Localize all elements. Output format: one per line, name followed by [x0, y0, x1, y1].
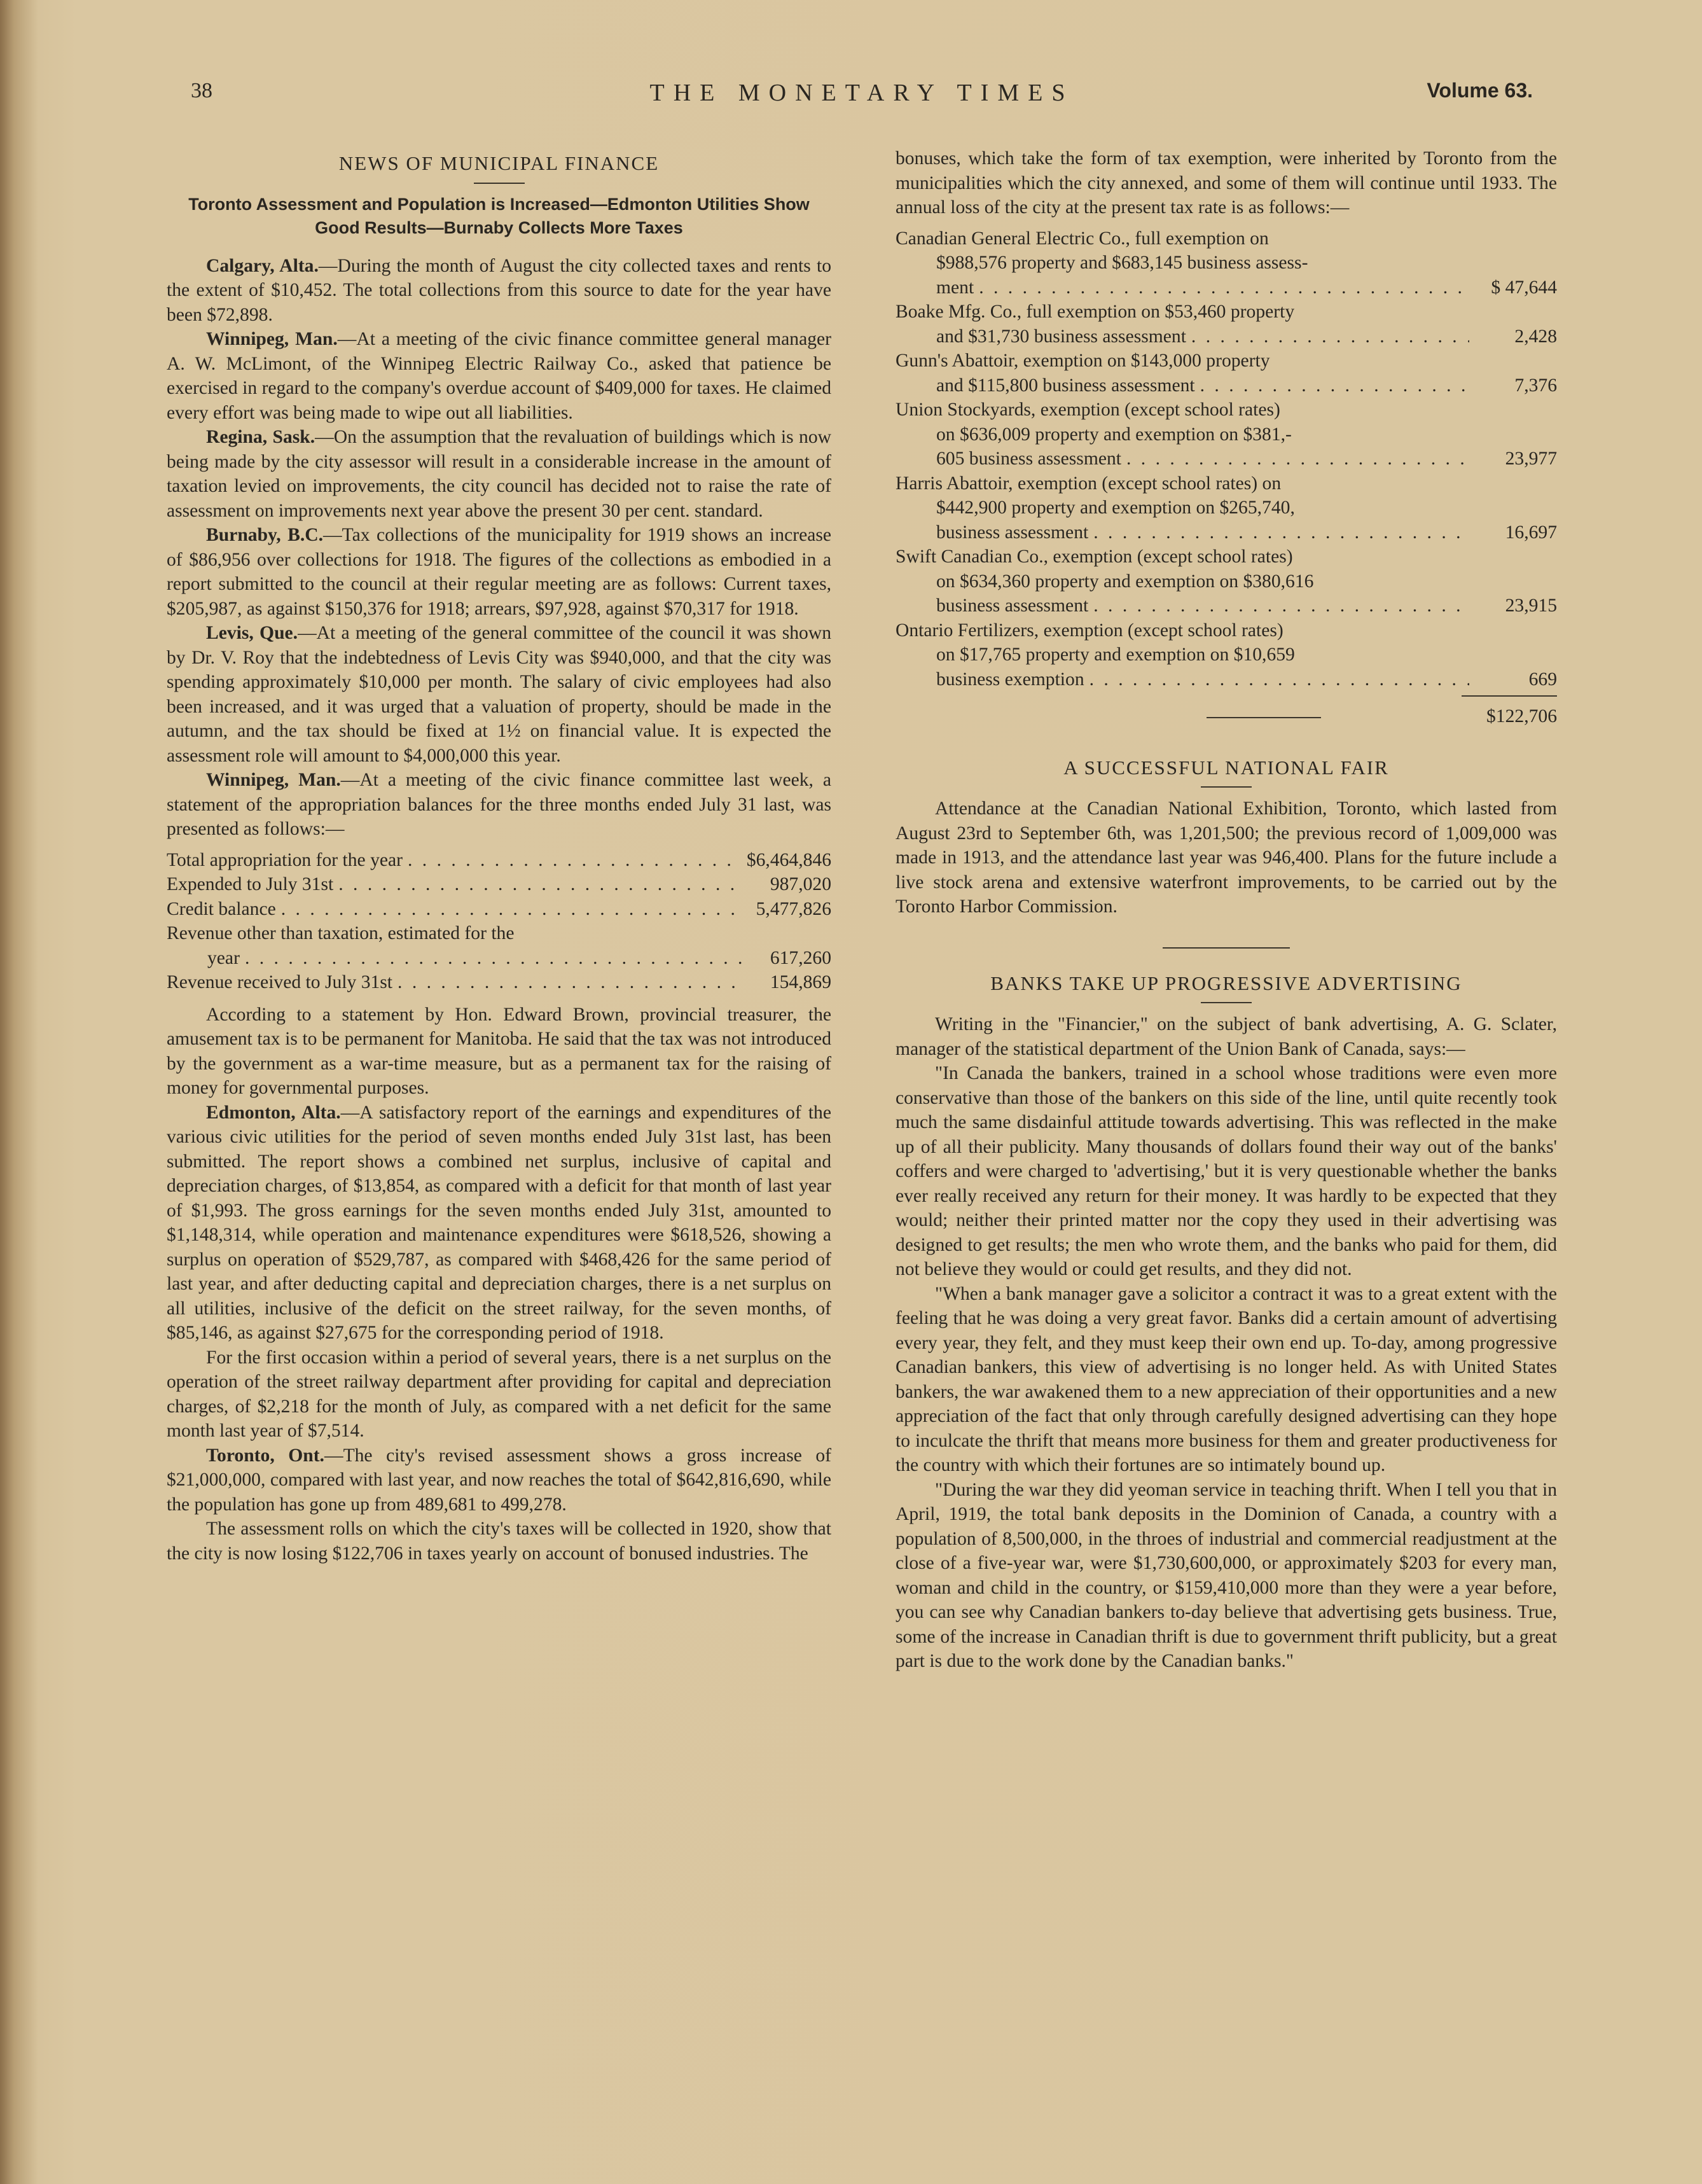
table-row: business exemption . . . 669	[896, 667, 1557, 692]
exemption-total: $122,706	[896, 704, 1557, 729]
banks-paragraph-4: "During the war they did yeoman service in teaching thrift. When I tell you that in April, 1919, the total bank deposits in the Dominion of Canada, a country with a population of 8,500,000, in the throes of industrial and commercial readjustment at the close of a five-year war, were $1,730,600,000, or approximately $203 for every man, woman and child in the country, or $159,410,000 more than they were a year before, you can see why Canadian bankers to-day believe that advertising gets business. True, some of the increase in Canadian thrift is due to government thrift publicity, but a great part is due to the work done by the Canadian banks."	[896, 1479, 1557, 1671]
exemption-amount: 669	[1528, 669, 1557, 690]
edmonton-paragraph: Edmonton, Alta.—A satisfactory report of the earnings and expenditures of the various civic utilities for the period of seven months ended July 31st last, has been submitted. The report shows a combined net surplus, inclusive of capital and depreciation charges, of $13,854, as compared with a deficit for that month of last year of $1,993. The gross earnings for the seven months ended July 31st, amounted to $1,148,314, while operation and maintenance expenditures were $618,526, showing a surplus on operation of $529,787, as compared with $468,426 for the same period of last year, and after deducting capital and depreciation charges, there is a net surplus on all utilities, inclusive of the deficit on the street railway, for the seven months, of $85,146, as against $27,675 for the corresponding period of 1918.	[167, 1102, 831, 1343]
exemption-line: Swift Canadian Co., exemption (except school rates)	[896, 546, 1293, 567]
exemption-line: Ontario Fertilizers, exemption (except school rates)	[896, 620, 1283, 641]
table-row: 605 business assessment . . . 23,977	[896, 447, 1557, 471]
headline-rule	[1201, 786, 1252, 788]
banks-paragraph-2: "In Canada the bankers, trained in a school whose traditions were even more conservative than those of the bankers on this side of the line, until quite recently took much the same disdainful attitude towards advertising. This was reflected in the make up of all their publicity. Many thousands of dollars found their way out of the banks' coffers and were charged to 'advertising,' but it is very questionable whether the banks ever really received any return for their money. It was hardly to be expected that they would; neither their printed matter nor the copy they used in their advertising was designed to get results; the men who wrote them, and the banks who paid for them, did not believe they would or could get results, and they did not.	[896, 1063, 1557, 1279]
exemption-line: $442,900 property and exemption on $265,740,	[936, 497, 1295, 518]
place-name: Burnaby, B.C.	[206, 525, 323, 545]
place-name: Winnipeg, Man.	[206, 770, 341, 790]
manitoba-tax-paragraph: According to a statement by Hon. Edward Brown, provincial treasurer, the amusement tax is to be permanent for Manitoba. He said that the tax was not introduced by the government as a war-time measure, but as a permanent tax for the raising of money for governmental purposes.	[167, 1004, 831, 1098]
exemption-amount: 23,915	[1505, 595, 1557, 616]
exemption-amount: 2,428	[1514, 326, 1557, 347]
exemption-line: on $17,765 property and exemption on $10,659	[936, 644, 1295, 665]
exemption-amount: 23,977	[1505, 449, 1557, 469]
continued-paragraph: bonuses, which take the form of tax exemption, were inherited by Toronto from the municipalities which the city annexed, and some of them will continue until 1933. The annual loss of the city at the present tax rate is as follows:—	[896, 148, 1557, 218]
article-headline: NEWS OF MUNICIPAL FINANCE	[338, 152, 660, 174]
table-row: and $115,800 business assessment . . . 7,376	[896, 373, 1557, 398]
banks-headline: BANKS TAKE UP PROGRESSIVE ADVERTISING	[990, 971, 1462, 994]
volume-label: Volume 63.	[1427, 79, 1533, 102]
exemption-amount: 7,376	[1514, 375, 1557, 396]
place-name: Levis, Que.	[206, 623, 298, 643]
winnipeg-appropriation-paragraph: Winnipeg, Man.—At a meeting of the civic finance committee last week, a statement of the appropriation balances for the three months ended July 31 last, was presented as follows:—	[167, 770, 831, 839]
regina-paragraph: Regina, Sask.—On the assumption that the revaluation of buildings which is now being made by the city assessor will result in a considerable increase in the amount of taxation levied on improvements, the city council has decided not to raise the rate of assessment on improvements next year above the present 30 per cent. standard.	[167, 427, 831, 521]
table-row: Revenue received to July 31st . . . 154,869	[167, 970, 831, 995]
article-subhead: Toronto Assessment and Population is Increased—Edmonton Utilities Show Good Results—Burnaby Collects More Taxes	[188, 194, 810, 237]
table-row: business assessment . . . 16,697	[896, 520, 1557, 545]
exemption-line: Harris Abattoir, exemption (except school rates) on	[896, 473, 1282, 494]
headline-rule	[474, 183, 525, 184]
table-row: year . . . 617,260	[167, 946, 831, 971]
appropriation-table	[167, 848, 831, 995]
journal-title: THE MONETARY TIMES	[649, 80, 1074, 106]
exemption-table	[896, 226, 1557, 697]
edmonton-street-railway-paragraph: For the first occasion within a period of several years, there is a net surplus on the operation of the street railway department after providing for capital and depreciation charges, of $2,218 for the month of July, as compared with a net deficit for the same month last year of $7,514.	[167, 1347, 831, 1441]
running-header	[191, 79, 1533, 117]
exemption-line: Canadian General Electric Co., full exemption on	[896, 228, 1269, 249]
exemption-line: $988,576 property and $683,145 business assess-	[936, 253, 1308, 273]
table-row: ment . . . $ 47,644	[896, 275, 1557, 300]
place-name: Calgary, Alta.	[206, 255, 319, 276]
exemption-line: on $636,009 property and exemption on $381,-	[936, 424, 1292, 445]
table-row: Total appropriation for the year . . . $6,464,846	[167, 848, 831, 873]
levis-paragraph: Levis, Que.—At a meeting of the general committee of the council it was shown by Dr. V. Roy that the indebtedness of Levis City was $940,000, and that the city was spending approximately $10,000 per month. The salary of civic employees had also been increased, and it was urged that a valuation of property, should be made in the autumn, and the tax should be fixed at 1½ on financial value. It is expected the assessment role will amount to $4,000,000 this year.	[167, 623, 831, 766]
exemption-line: Gunn's Abattoir, exemption on $143,000 property	[896, 351, 1270, 371]
place-name: Toronto, Ont.	[206, 1445, 324, 1466]
winnipeg-paragraph: Winnipeg, Man.—At a meeting of the civic finance committee general manager A. W. McLimont, of the Winnipeg Electric Railway Co., asked that patience be exercised in regard to the company's overdue account of $409,000 for taxes. He claimed every effort was being made to wipe out all liabilities.	[167, 329, 831, 423]
section-divider	[1163, 947, 1290, 949]
left-column	[167, 146, 831, 1566]
table-row: Credit balance . . . 5,477,826	[167, 897, 831, 922]
exemption-amount: $ 47,644	[1491, 277, 1557, 298]
banks-paragraph-3: "When a bank manager gave a solicitor a contract it was to a great extent with the feeling that he was doing a very great favor. Banks did a certain amount of advertising every year, they felt, and they must keep their own end up. To-day, among progressive Canadian bankers, this view of advertising is no longer held. As with United States bankers, the war awakened them to a new appreciation of their opportunities and a new appreciation of the fact that only through carefully designed advertising can they hope to inculcate the thrift that means more business for them and greater productiveness for the country with which their fortunes are so intimately bound up.	[896, 1283, 1557, 1475]
toronto-paragraph: Toronto, Ont.—The city's revised assessment shows a gross increase of $21,000,000, compared with last year, and now reaches the total of $642,816,690, while the population has gone up from 489,681 to 499,278.	[167, 1445, 831, 1515]
exemption-amount: 16,697	[1505, 522, 1557, 543]
divider	[1207, 717, 1321, 718]
headline-rule	[1201, 1002, 1252, 1003]
fair-paragraph: Attendance at the Canadian National Exhibition, Toronto, which lasted from August 23rd to September 6th, was 1,201,500; the previous record of 1,009,000 was made in 1913, and the attendance last year was 946,400. Plans for the future include a live stock arena and extensive waterfront improvements, to be carried out by the Toronto Harbor Commission.	[896, 798, 1557, 917]
table-row: business assessment . . . 23,915	[896, 594, 1557, 618]
total-rule	[1462, 695, 1557, 697]
place-name: Winnipeg, Man.	[206, 329, 338, 349]
place-name: Regina, Sask.	[206, 427, 315, 447]
toronto-assessment-paragraph: The assessment rolls on which the city's taxes will be collected in 1920, show that the city is now losing $122,706 in taxes yearly on account of bonused industries. The	[167, 1519, 831, 1564]
exemption-line: on $634,360 property and exemption on $380,616	[936, 571, 1314, 592]
place-name: Edmonton, Alta.	[206, 1102, 341, 1123]
banks-paragraph-1: Writing in the "Financier," on the subject of bank advertising, A. G. Sclater, manager of the statistical department of the Union Bank of Canada, says:—	[896, 1014, 1557, 1059]
table-row: Revenue other than taxation, estimated for the	[167, 923, 515, 943]
exemption-line: Union Stockyards, exemption (except school rates)	[896, 400, 1280, 420]
fair-headline: A SUCCESSFUL NATIONAL FAIR	[1063, 756, 1389, 779]
table-row: Expended to July 31st . . . 987,020	[167, 872, 831, 897]
page-number: 38	[191, 79, 212, 102]
calgary-paragraph: Calgary, Alta.—During the month of August the city collected taxes and rents to the extent of $10,452. The total collections from this source to date for the year have been $72,898.	[167, 255, 831, 325]
table-row: and $31,730 business assessment . . . 2,428	[896, 324, 1557, 349]
burnaby-paragraph: Burnaby, B.C.—Tax collections of the municipality for 1919 shows an increase of $86,956 over collections for 1918. The figures of the collections as embodied in a report submitted to the council at their regular meeting are as follows: Current taxes, $205,987, as against $150,376 for 1918; arrears, $97,928, against $70,317 for 1918.	[167, 525, 831, 619]
right-column	[896, 146, 1557, 1674]
exemption-line: Boake Mfg. Co., full exemption on $53,460 property	[896, 302, 1295, 322]
